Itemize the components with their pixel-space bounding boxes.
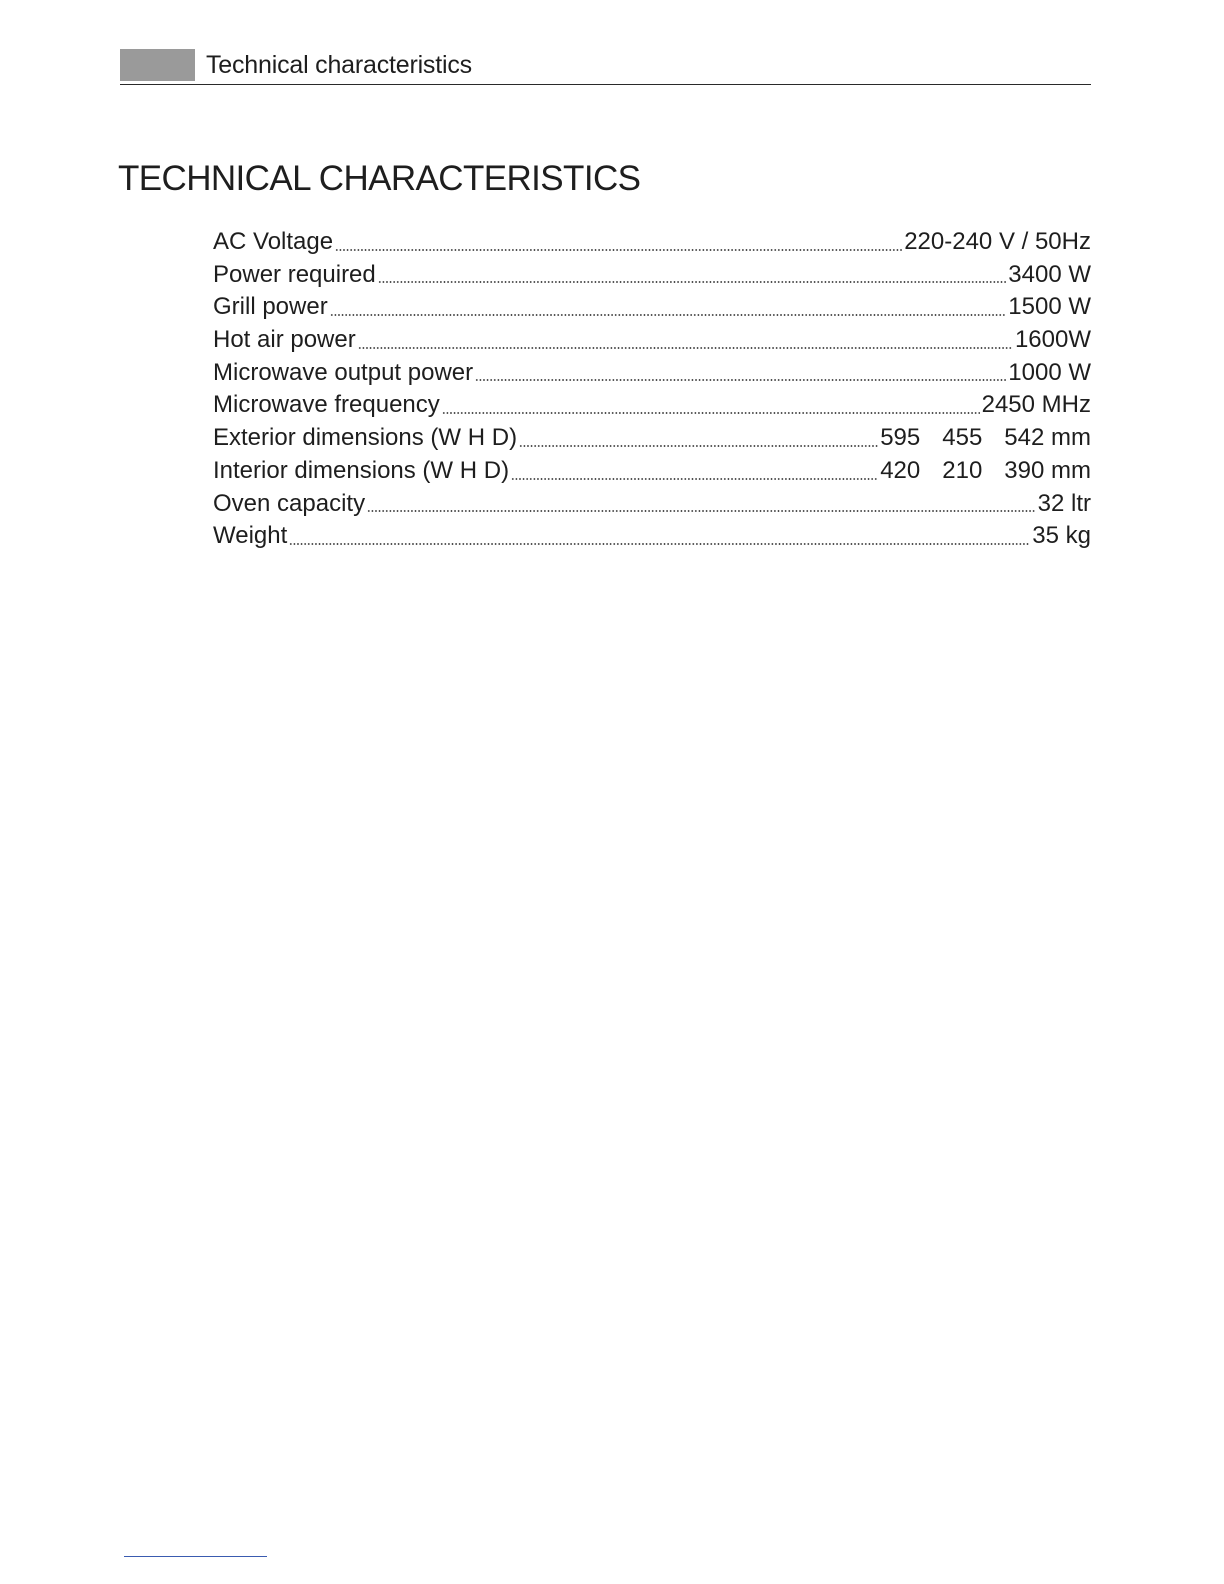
spec-label: Weight <box>213 522 288 550</box>
spec-label: Microwave frequency <box>213 391 440 419</box>
spec-row <box>213 422 1091 455</box>
spec-value: 1000 W <box>1008 358 1091 386</box>
spec-label: Hot air power <box>213 326 356 354</box>
header-tab-marker <box>120 49 195 81</box>
spec-label: Interior dimensions (W H D) <box>213 456 510 484</box>
spec-value: 2450 MHz <box>981 391 1091 419</box>
spec-row <box>213 455 1091 488</box>
spec-row <box>213 389 1091 422</box>
dot-leader <box>330 314 1007 316</box>
dot-leader <box>519 445 878 447</box>
spec-label: Oven capacity <box>213 489 366 517</box>
dimension-depth: 542 mm <box>1004 424 1091 452</box>
dot-leader <box>358 347 1013 349</box>
spec-value: 35 kg <box>1032 522 1091 550</box>
spec-value: 1600W <box>1014 326 1091 354</box>
footer-rule <box>124 1556 267 1557</box>
spec-row <box>213 226 1091 259</box>
spec-value: 32 ltr <box>1037 489 1091 517</box>
spec-value: 220-240 V / 50Hz <box>904 228 1091 255</box>
spec-label: Microwave output power <box>213 358 474 386</box>
spec-value: 1500 W <box>1008 293 1091 321</box>
dot-leader <box>442 412 980 414</box>
spec-list <box>213 226 1091 553</box>
header-section-title: Technical characteristics <box>206 51 472 79</box>
spec-row <box>213 520 1091 553</box>
spec-label: Power required <box>213 260 376 288</box>
page-title: TECHNICAL CHARACTERISTICS <box>118 159 641 198</box>
dot-leader <box>289 543 1030 545</box>
spec-row <box>213 291 1091 324</box>
dot-leader <box>475 379 1006 381</box>
spec-row <box>213 324 1091 357</box>
dimension-depth: 390 mm <box>1004 456 1091 484</box>
spec-row <box>213 488 1091 521</box>
dimension-width: 595 <box>880 424 921 452</box>
dot-leader <box>335 249 902 251</box>
running-header <box>120 46 1091 85</box>
dimension-height: 210 <box>942 456 983 484</box>
dot-leader <box>511 478 878 480</box>
spec-label: Grill power <box>213 293 328 321</box>
spec-label: Exterior dimensions (W H D) <box>213 424 518 452</box>
spec-row <box>213 259 1091 292</box>
dot-leader <box>378 281 1007 283</box>
dot-leader <box>367 510 1036 512</box>
spec-value-dimensions <box>880 455 1091 487</box>
dimension-width: 420 <box>880 456 921 484</box>
spec-value-dimensions <box>880 422 1091 454</box>
spec-row <box>213 357 1091 390</box>
spec-label: AC Voltage <box>213 228 334 255</box>
dimension-height: 455 <box>942 424 983 452</box>
spec-value: 3400 W <box>1008 260 1091 288</box>
